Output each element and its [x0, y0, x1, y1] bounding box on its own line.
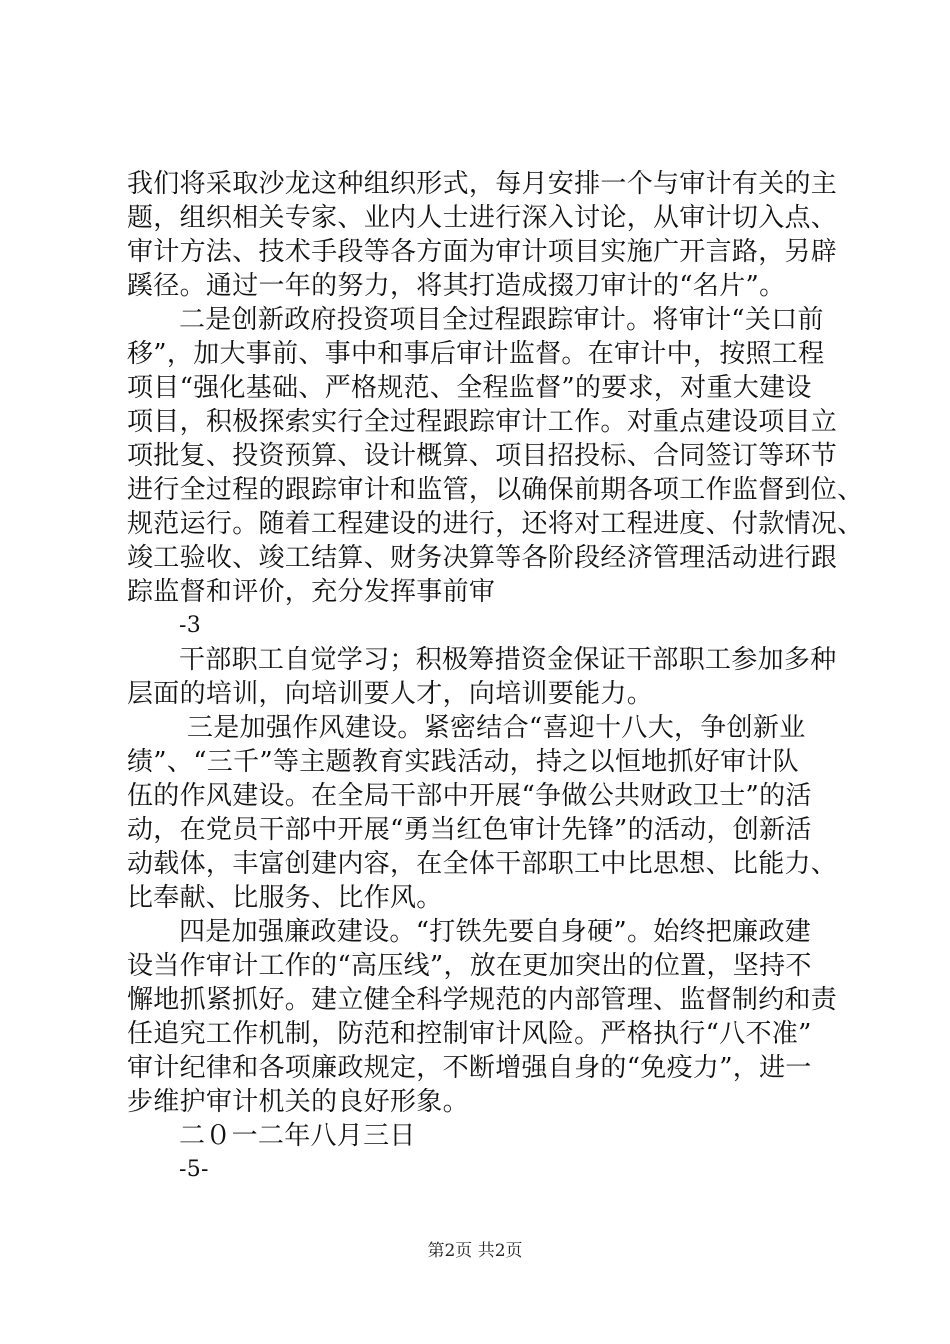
text-line: 任追究工作机制，防范和控制审计风险。严格执行“八不准”: [127, 1019, 812, 1049]
text-line: 竣工验收、竣工结算、财务决算等各阶段经济管理活动进行跟: [127, 543, 838, 573]
text-line: 懈地抓紧抓好。建立健全科学规范的内部管理、监督制约和责: [127, 985, 838, 1015]
inline-page-number: -5-: [179, 1157, 209, 1182]
text-line: 步维护审计机关的良好形象。: [127, 1087, 469, 1117]
text-line: 层面的培训，向培训要人才，向培训要能力。: [127, 679, 654, 709]
date-line: 二０一二年八月三日: [179, 1121, 416, 1151]
text-line: 项批复、投资预算、设计概算、项目招投标、合同签订等环节: [127, 441, 838, 471]
text-line: 我们将采取沙龙这种组织形式，每月安排一个与审计有关的主: [127, 169, 838, 199]
text-line: 审计方法、技术手段等各方面为审计项目实施广开言路，另辟: [127, 237, 838, 267]
text-line: 动，在党员干部中开展“勇当红色审计先锋”的活动，创新活: [127, 815, 812, 845]
document-body: [127, 167, 864, 1187]
paragraph-start-line: 二是创新政府投资项目全过程跟踪审计。将审计“关口前: [179, 305, 824, 335]
text-line: 绩”、“三千”等主题教育实践活动，持之以恒地抓好审计队: [127, 747, 799, 777]
text-line: 蹊径。通过一年的努力，将其打造成掇刀审计的“名片”。: [127, 271, 786, 301]
paragraph-start-line: 三是加强作风建设。紧密结合“喜迎十八大，争创新业: [187, 713, 806, 743]
text-line: 规范运行。随着工程建设的进行，还将对工程进度、付款情况、: [127, 509, 864, 539]
paragraph-start-line: 干部职工自觉学习；积极筹措资金保证干部职工参加多种: [179, 645, 837, 675]
page-footer: [0, 1240, 950, 1262]
paragraph-start-line: 四是加强廉政建设。“打铁先要自身硬”。始终把廉政建: [179, 917, 812, 947]
inline-page-number: -3: [179, 613, 202, 638]
page-count-label: 第2页 共2页: [427, 1241, 523, 1261]
text-line: 项目，积极探索实行全过程跟踪审计工作。对重点建设项目立: [127, 407, 838, 437]
text-line: 审计纪律和各项廉政规定，不断增强自身的“免疫力”，进一: [127, 1053, 812, 1083]
text-line: 设当作审计工作的“高压线”，放在更加突出的位置，坚持不: [127, 951, 812, 981]
text-line: 伍的作风建设。在全局干部中开展“争做公共财政卫士”的活: [127, 781, 812, 811]
text-line: 题，组织相关专家、业内人士进行深入讨论，从审计切入点、: [127, 203, 838, 233]
text-line: 踪监督和评价，充分发挥事前审: [127, 577, 496, 607]
text-line: 进行全过程的跟踪审计和监管，以确保前期各项工作监督到位、: [127, 475, 864, 505]
text-line: 移”，加大事前、事中和事后审计监督。在审计中，按照工程: [127, 339, 825, 369]
text-line: 动载体，丰富创建内容，在全体干部职工中比思想、比能力、: [127, 849, 838, 879]
text-line: 项目“强化基础、严格规范、全程监督”的要求，对重大建设: [127, 373, 812, 403]
text-line: 比奉献、比服务、比作风。: [127, 883, 443, 913]
